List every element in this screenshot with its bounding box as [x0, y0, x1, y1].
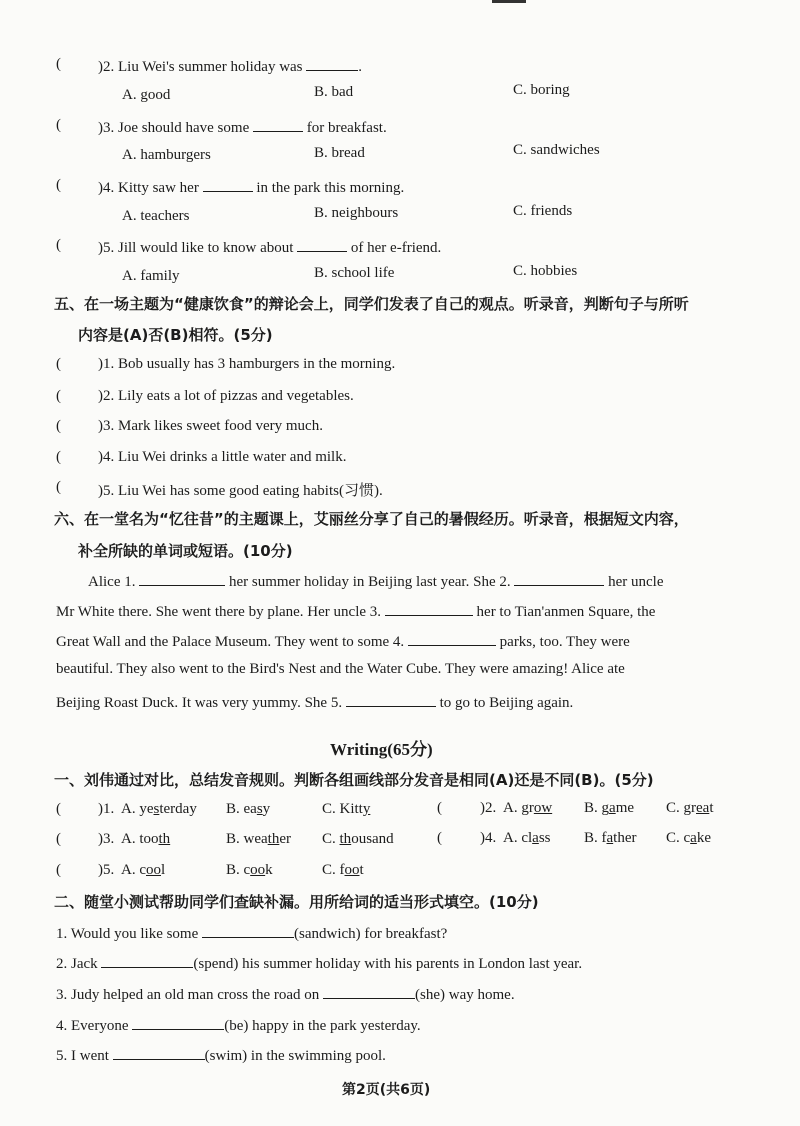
- option-a: A. hamburgers: [122, 147, 211, 163]
- phonics-5-a: A. cool: [121, 862, 166, 878]
- answer-blank[interactable]: [306, 56, 358, 71]
- option-c: C. friends: [513, 203, 573, 219]
- answer-paren: (: [56, 117, 61, 133]
- judge-item-2: )2. Lily eats a lot of pizzas and vegetables.: [98, 388, 354, 404]
- judge-item-1: )1. Bob usually has 3 hamburgers in the morning.: [98, 356, 396, 372]
- answer-paren: (: [56, 356, 61, 372]
- passage-line-2: Mr White there. She went there by plane. Her uncle 3. her to Tian'anmen Square, the: [56, 601, 655, 621]
- answer-paren: (: [437, 830, 442, 846]
- passage-blank-5[interactable]: [346, 692, 436, 707]
- passage-blank-1[interactable]: [139, 571, 225, 586]
- option-a: A. teachers: [122, 208, 190, 224]
- passage-blank-2[interactable]: [514, 571, 604, 586]
- fill-item-5: 5. I went (swim) in the swimming pool.: [56, 1045, 386, 1065]
- passage-blank-4[interactable]: [408, 631, 496, 646]
- phonics-1-c: C. Kitty: [322, 801, 371, 817]
- phonics-2-a: A. grow: [503, 800, 553, 816]
- question-2: )2. Liu Wei's summer holiday was .: [98, 56, 362, 76]
- top-mark: [492, 0, 526, 3]
- answer-paren: (: [56, 801, 61, 817]
- phonics-5-c: C. foot: [322, 862, 364, 878]
- phonics-2-c: C. great: [666, 800, 714, 816]
- answer-paren: (: [56, 831, 61, 847]
- answer-paren: (: [56, 388, 61, 404]
- section-6-title: 六、在一堂名为“忆往昔”的主题课上，艾丽丝分享了自己的暑假经历。听录音，根据短文内容，: [54, 510, 689, 528]
- fill-item-2: 2. Jack (spend) his summer holiday with his parents in London last year.: [56, 953, 582, 973]
- answer-paren: (: [56, 862, 61, 878]
- answer-paren: (: [56, 449, 61, 465]
- phonics-5-b: B. cook: [226, 862, 273, 878]
- answer-paren: (: [437, 800, 442, 816]
- phonics-num-3: )3.: [98, 831, 115, 847]
- fill-blank-4[interactable]: [132, 1015, 224, 1030]
- phonics-4-c: C. cake: [666, 830, 712, 846]
- passage-line-1: Alice 1. her summer holiday in Beijing last year. She 2. her uncle: [88, 571, 664, 591]
- phonics-num-1: )1.: [98, 801, 115, 817]
- fill-item-4: 4. Everyone (be) happy in the park yesterday.: [56, 1015, 421, 1035]
- phonics-1-a: A. yesterday: [121, 801, 197, 817]
- answer-blank[interactable]: [297, 237, 347, 252]
- phonics-num-4: )4.: [480, 830, 497, 846]
- phonics-4-a: A. class: [503, 830, 551, 846]
- option-a: A. family: [122, 268, 180, 284]
- fill-blank-1[interactable]: [202, 923, 294, 938]
- fill-blank-2[interactable]: [101, 953, 193, 968]
- question-5: )5. Jill would like to know about of her e-friend.: [98, 237, 441, 257]
- passage-line-4: beautiful. They also went to the Bird's Nest and the Water Cube. They were amazing! Alice ate: [56, 661, 625, 677]
- phonics-4-b: B. father: [584, 830, 637, 846]
- fill-blank-3[interactable]: [323, 984, 415, 999]
- fill-blank-5[interactable]: [113, 1045, 205, 1060]
- phonics-2-b: B. game: [584, 800, 635, 816]
- page-number: 第2页(共6页): [342, 1082, 431, 1098]
- option-b: B. bad: [314, 84, 354, 100]
- passage-line-5: Beijing Roast Duck. It was very yummy. She 5. to go to Beijing again.: [56, 692, 573, 712]
- writing-heading: Writing(65分): [330, 740, 433, 759]
- answer-blank[interactable]: [253, 117, 303, 132]
- phonics-num-2: )2.: [480, 800, 497, 816]
- passage-blank-3[interactable]: [385, 601, 473, 616]
- option-b: B. neighbours: [314, 205, 399, 221]
- section-5-title-cont: 内容是(A)否(B)相符。(5分): [78, 326, 273, 344]
- passage-line-3: Great Wall and the Palace Museum. They went to some 4. parks, too. They were: [56, 631, 630, 651]
- section-5-title: 五、在一场主题为“健康饮食”的辩论会上，同学们发表了自己的观点。听录音，判断句子与所听: [54, 295, 689, 313]
- option-a: A. good: [122, 87, 171, 103]
- question-3: )3. Joe should have some for breakfast.: [98, 117, 387, 137]
- writing-part-2-title: 二、随堂小测试帮助同学们查缺补漏。用所给词的适当形式填空。(10分): [54, 893, 539, 911]
- judge-item-5: )5. Liu Wei has some good eating habits(习惯).: [98, 483, 383, 499]
- answer-paren: (: [56, 418, 61, 434]
- phonics-3-c: C. thousand: [322, 831, 394, 847]
- option-c: C. sandwiches: [513, 142, 600, 158]
- option-b: B. bread: [314, 145, 365, 161]
- option-b: B. school life: [314, 265, 395, 281]
- section-6-title-cont: 补全所缺的单词或短语。(10分): [78, 542, 293, 560]
- phonics-3-a: A. tooth: [121, 831, 171, 847]
- answer-blank[interactable]: [203, 177, 253, 192]
- fill-item-3: 3. Judy helped an old man cross the road on (she) way home.: [56, 984, 515, 1004]
- answer-paren: (: [56, 479, 61, 495]
- question-4: )4. Kitty saw her in the park this morning.: [98, 177, 404, 197]
- fill-item-1: 1. Would you like some (sandwich) for breakfast?: [56, 923, 447, 943]
- judge-item-4: )4. Liu Wei drinks a little water and milk.: [98, 449, 347, 465]
- phonics-1-b: B. easy: [226, 801, 271, 817]
- phonics-num-5: )5.: [98, 862, 115, 878]
- option-c: C. boring: [513, 82, 570, 98]
- option-c: C. hobbies: [513, 263, 578, 279]
- answer-paren: (: [56, 177, 61, 193]
- judge-item-3: )3. Mark likes sweet food very much.: [98, 418, 323, 434]
- phonics-3-b: B. weather: [226, 831, 291, 847]
- answer-paren: (: [56, 237, 61, 253]
- answer-paren: (: [56, 56, 61, 72]
- writing-part-1-title: 一、刘伟通过对比，总结发音规则。判断各组画线部分发音是相同(A)还是不同(B)。(5分): [54, 771, 654, 789]
